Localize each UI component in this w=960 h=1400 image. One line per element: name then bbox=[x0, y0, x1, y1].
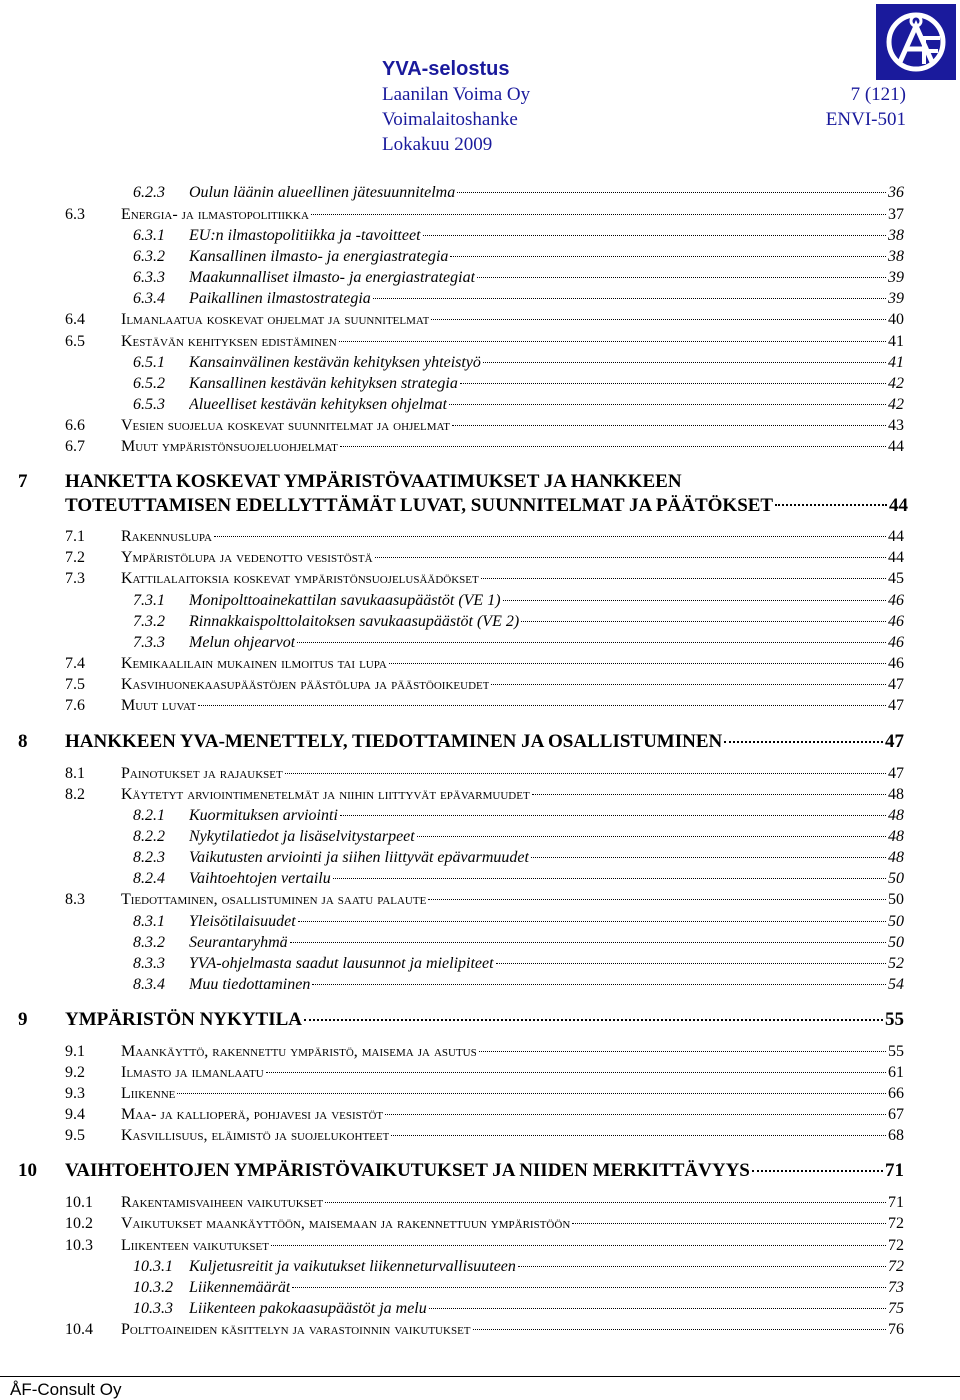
toc-entry[interactable]: 7.2 Ympäristölupa ja vedenotto vesistöstä 44 bbox=[65, 549, 904, 566]
toc-chapter[interactable]: 10 VAIHTOEHTOJEN YMPÄRISTÖVAIKUTUKSET JA NIIDEN MERKITTÄVYYS 71 bbox=[18, 1160, 904, 1181]
toc-entry[interactable]: 6.5 Kestävän kehityksen edistäminen 41 bbox=[65, 333, 904, 350]
toc-entry[interactable]: 10.3.3 Liikenteen pakokaasupäästöt ja melu 75 bbox=[133, 1300, 904, 1317]
toc-entry[interactable]: 8.2.3 Vaikutusten arviointi ja siihen liittyvät epävarmuudet 48 bbox=[133, 849, 904, 866]
header-row-2 bbox=[382, 108, 906, 132]
toc-chapter[interactable]: 9 YMPÄRISTÖN NYKYTILA 55 bbox=[18, 1009, 904, 1030]
footer-company: ÅF-Consult Oy bbox=[10, 1380, 122, 1399]
toc-entry[interactable]: 8.2.1 Kuormituksen arviointi 48 bbox=[133, 807, 904, 824]
toc-entry[interactable]: 7.4 Kemikaalilain mukainen ilmoitus tai lupa 46 bbox=[65, 655, 904, 672]
toc-entry[interactable]: 9.2 Ilmasto ja ilmanlaatu 61 bbox=[65, 1064, 904, 1081]
toc-entry[interactable]: 10.4 Polttoaineiden käsittelyn ja varastoinnin vaikutukset 76 bbox=[65, 1321, 904, 1338]
toc-entry[interactable]: 10.1 Rakentamisvaiheen vaikutukset 71 bbox=[65, 1194, 904, 1211]
toc-entry[interactable]: 9.3 Liikenne 66 bbox=[65, 1085, 904, 1102]
company-name: Laanilan Voima Oy bbox=[382, 84, 531, 105]
toc-entry[interactable]: 6.5.1 Kansainvälinen kestävän kehityksen yhteistyö 41 bbox=[133, 354, 904, 371]
toc-entry[interactable]: 6.3.3 Maakunnalliset ilmasto- ja energiastrategiat 39 bbox=[133, 269, 904, 286]
document-code: ENVI-501 bbox=[825, 109, 906, 130]
toc-entry[interactable]: 6.4 Ilmanlaatua koskevat ohjelmat ja suunnitelmat 40 bbox=[65, 311, 904, 328]
toc-entry[interactable]: 10.3.1 Kuljetusreitit ja vaikutukset liikenneturvallisuuteen 72 bbox=[133, 1258, 904, 1275]
toc-entry[interactable]: 10.3 Liikenteen vaikutukset 72 bbox=[65, 1237, 904, 1254]
toc-entry[interactable]: 6.6 Vesien suojelua koskevat suunnitelmat ja ohjelmat 43 bbox=[65, 417, 904, 434]
toc-entry[interactable]: 8.3.2 Seurantaryhmä 50 bbox=[133, 934, 904, 951]
toc-entry[interactable]: 7.3 Kattilalaitoksia koskevat ympäristönsuojelusäädökset 45 bbox=[65, 570, 904, 587]
toc-entry[interactable]: 7.1 Rakennuslupa 44 bbox=[65, 528, 904, 545]
toc-entry[interactable]: 8.3.3 YVA-ohjelmasta saadut lausunnot ja mielipiteet 52 bbox=[133, 955, 904, 972]
toc-entry[interactable]: 9.1 Maankäyttö, rakennettu ympäristö, maisema ja asutus 55 bbox=[65, 1043, 904, 1060]
toc-entry[interactable]: 7.3.2 Rinnakkaispolttolaitoksen savukaasupäästöt (VE 2) 46 bbox=[133, 613, 904, 630]
toc-entry[interactable]: 8.2.4 Vaihtoehtojen vertailu 50 bbox=[133, 870, 904, 887]
toc-entry[interactable]: 6.5.3 Alueelliset kestävän kehityksen ohjelmat 42 bbox=[133, 396, 904, 413]
toc-entry[interactable]: 6.3 Energia- ja ilmastopolitiikka 37 bbox=[65, 206, 904, 223]
toc-entry[interactable]: 8.2.2 Nykytilatiedot ja lisäselvitystarpeet 48 bbox=[133, 828, 904, 845]
toc-entry[interactable]: 6.5.2 Kansallinen kestävän kehityksen strategia 42 bbox=[133, 375, 904, 392]
toc-entry[interactable]: 8.3.4 Muu tiedottaminen 54 bbox=[133, 976, 904, 993]
toc-entry[interactable]: 8.3 Tiedottaminen, osallistuminen ja saatu palaute 50 bbox=[65, 891, 904, 908]
toc-entry[interactable]: 6.7 Muut ympäristönsuojeluohjelmat 44 bbox=[65, 438, 904, 455]
toc-entry[interactable]: 6.3.4 Paikallinen ilmastostrategia 39 bbox=[133, 290, 904, 307]
toc-entry[interactable]: 10.2 Vaikutukset maankäyttöön, maisemaan ja rakennettuun ympäristöön 72 bbox=[65, 1215, 904, 1232]
toc-entry[interactable]: 6.3.1 EU:n ilmastopolitiikka ja -tavoitteet 38 bbox=[133, 227, 904, 244]
toc-entry[interactable]: 8.1 Painotukset ja rajaukset 47 bbox=[65, 765, 904, 782]
toc-entry[interactable]: 8.3.1 Yleisötilaisuudet 50 bbox=[133, 913, 904, 930]
footer-divider bbox=[0, 1376, 960, 1377]
toc-chapter[interactable]: 7 HANKETTA KOSKEVAT YMPÄRISTÖVAATIMUKSET JA HANKKEEN TOTEUTTAMISEN EDELLYTTÄMÄT LUVAT, SUUNNITELMAT JA PÄÄTÖKSET 44 bbox=[18, 471, 908, 516]
toc-chapter[interactable]: 8 HANKKEEN YVA-MENETTELY, TIEDOTTAMINEN JA OSALLISTUMINEN 47 bbox=[18, 731, 904, 752]
toc-entry[interactable]: 7.3.3 Melun ohjearvot 46 bbox=[133, 634, 904, 651]
toc-entry[interactable]: 7.6 Muut luvat 47 bbox=[65, 697, 904, 714]
toc-entry[interactable]: 9.5 Kasvillisuus, eläimistö ja suojelukohteet 68 bbox=[65, 1127, 904, 1144]
project-name: Voimalaitoshanke bbox=[382, 109, 518, 130]
document-date: Lokakuu 2009 bbox=[382, 134, 493, 155]
toc-entry[interactable]: 6.3.2 Kansallinen ilmasto- ja energiastrategia 38 bbox=[133, 248, 904, 265]
document-title: YVA-selostus bbox=[382, 58, 510, 80]
page-number: 7 (121) bbox=[850, 84, 906, 105]
toc-entry[interactable]: 7.3.1 Monipolttoainekattilan savukaasupäästöt (VE 1) 46 bbox=[133, 592, 904, 609]
toc-entry[interactable]: 10.3.2 Liikennemäärät 73 bbox=[133, 1279, 904, 1296]
header-row-1 bbox=[382, 83, 906, 107]
toc-entry[interactable]: 9.4 Maa- ja kallioperä, pohjavesi ja vesistöt 67 bbox=[65, 1106, 904, 1123]
toc-entry[interactable]: 7.5 Kasvihuonekaasupäästöjen päästölupa ja päästöoikeudet 47 bbox=[65, 676, 904, 693]
toc-entry[interactable]: 8.2 Käytetyt arviointimenetelmät ja niihin liittyvät epävarmuudet 48 bbox=[65, 786, 904, 803]
toc-entry[interactable]: 6.2.3 Oulun läänin alueellinen jätesuunnitelma 36 bbox=[133, 184, 904, 201]
